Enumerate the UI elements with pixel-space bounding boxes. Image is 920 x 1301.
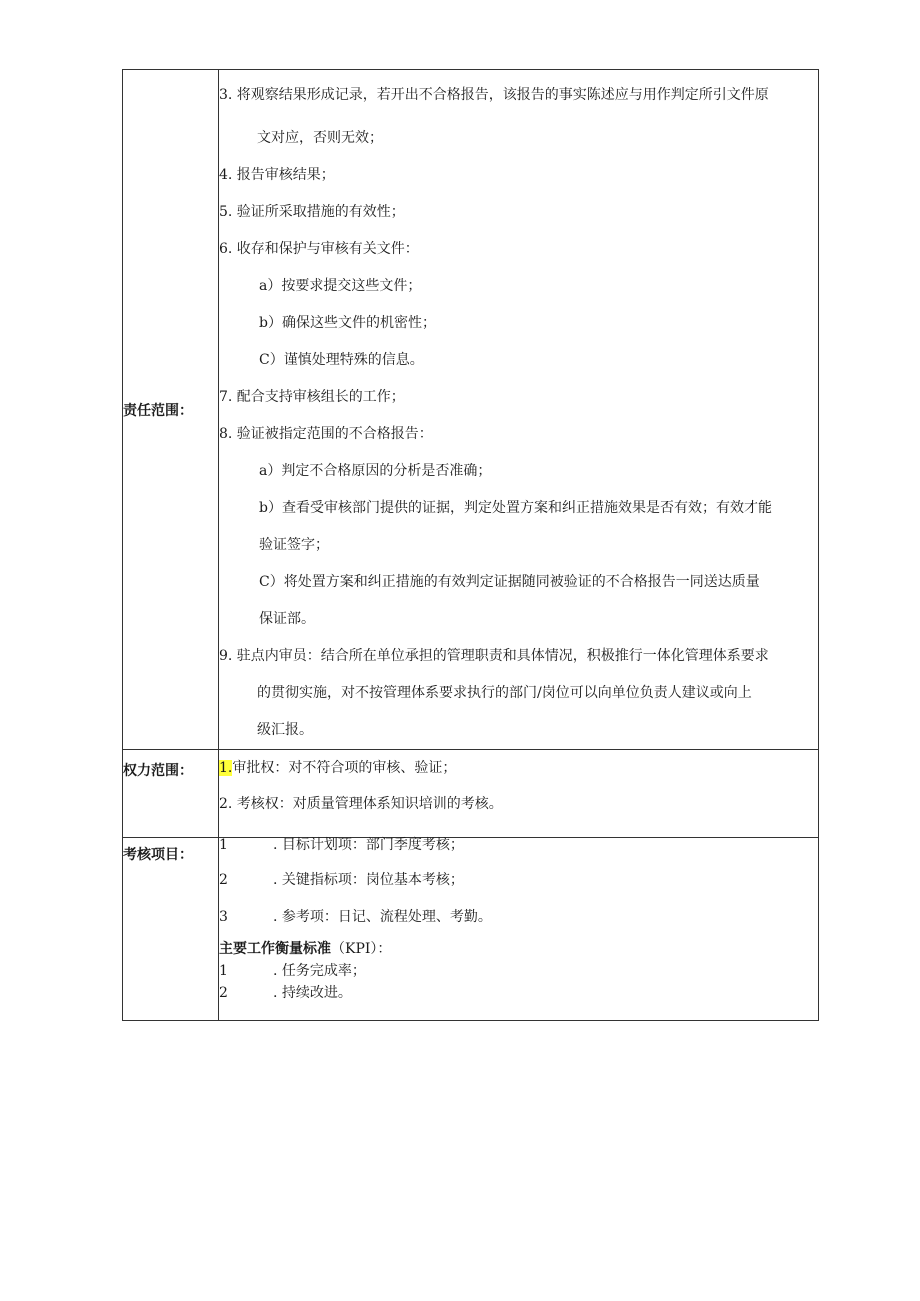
exam-item-2 <box>219 864 818 901</box>
responsibility-content <box>219 70 819 750</box>
exam-item-3-text: . 参考项：日记、流程处理、考勤。 <box>273 909 492 925</box>
kpi-item-1 <box>219 960 818 982</box>
resp-item-8c: C）将处置方案和纠正措施的有效判定证据随同被验证的不合格报告一同送达质量 <box>259 574 760 590</box>
power-content <box>219 750 819 838</box>
job-description-table <box>122 69 819 1021</box>
power-label: 权力范围： <box>123 750 219 838</box>
resp-item-6: 6. 收存和保护与审核有关文件： <box>219 241 419 257</box>
exam-item-1-num: 1 <box>219 837 228 853</box>
resp-item-8a: a）判定不合格原因的分析是否准确； <box>259 463 492 479</box>
resp-item-6a: a）按要求提交这些文件； <box>259 278 422 294</box>
exam-item-3-num: 3 <box>219 909 228 925</box>
resp-item-4: 4. 报告审核结果； <box>219 167 335 183</box>
kpi-item-2-num: 2 <box>219 985 228 1001</box>
resp-item-3: 3. 将观察结果形成记录，若开出不合格报告，该报告的事实陈述应与用作判定所引文件原 <box>219 87 769 103</box>
exam-item-1 <box>219 838 818 864</box>
exam-item-2-text: . 关键指标项：岗位基本考核； <box>273 872 464 888</box>
resp-item-3-cont: 文对应，否则无效； <box>257 130 383 146</box>
resp-item-6b: b）确保这些文件的机密性； <box>259 315 436 331</box>
kpi-heading-line <box>219 938 818 960</box>
resp-item-8b-cont: 验证签字； <box>259 537 329 553</box>
resp-item-6c: C）谨慎处理特殊的信息。 <box>259 352 424 368</box>
resp-item-8: 8. 验证被指定范围的不合格报告： <box>219 426 433 442</box>
kpi-heading: 主要工作衡量标准 <box>219 941 331 957</box>
resp-item-8c-cont: 保证部。 <box>259 611 315 627</box>
kpi-item-2 <box>219 982 818 1004</box>
exam-item-2-num: 2 <box>219 872 228 888</box>
power-item-1-text: 审批权：对不符合项的审核、验证； <box>232 760 457 776</box>
responsibility-label: 责任范围： <box>123 70 219 750</box>
resp-item-9-cont2: 级汇报。 <box>257 722 313 738</box>
exam-label: 考核项目： <box>123 838 219 1021</box>
kpi-suffix: （KPI）： <box>331 941 392 957</box>
exam-item-3 <box>219 901 818 938</box>
resp-item-7: 7. 配合支持审核组长的工作； <box>219 389 405 405</box>
exam-item-1-text: . 目标计划项：部门季度考核； <box>273 837 464 853</box>
resp-item-8b: b）查看受审核部门提供的证据，判定处置方案和纠正措施效果是否有效；有效才能 <box>259 500 772 516</box>
responsibility-row <box>123 70 819 750</box>
resp-item-9: 9. 驻点内审员：结合所在单位承担的管理职责和具体情况，积极推行一体化管理体系要求 <box>219 648 769 664</box>
resp-item-5: 5. 验证所采取措施的有效性； <box>219 204 405 220</box>
kpi-item-2-text: . 持续改进。 <box>273 985 352 1001</box>
exam-content <box>219 838 819 1021</box>
resp-item-9-cont1: 的贯彻实施，对不按管理体系要求执行的部门/岗位可以向单位负责人建议或向上 <box>257 685 752 701</box>
exam-row <box>123 838 819 1021</box>
power-item-1 <box>219 750 818 786</box>
kpi-item-1-num: 1 <box>219 963 228 979</box>
power-item-2: 2. 考核权：对质量管理体系知识培训的考核。 <box>219 796 503 812</box>
kpi-item-1-text: . 任务完成率； <box>273 963 366 979</box>
highlight-marker: 1. <box>219 760 233 776</box>
power-row <box>123 750 819 838</box>
